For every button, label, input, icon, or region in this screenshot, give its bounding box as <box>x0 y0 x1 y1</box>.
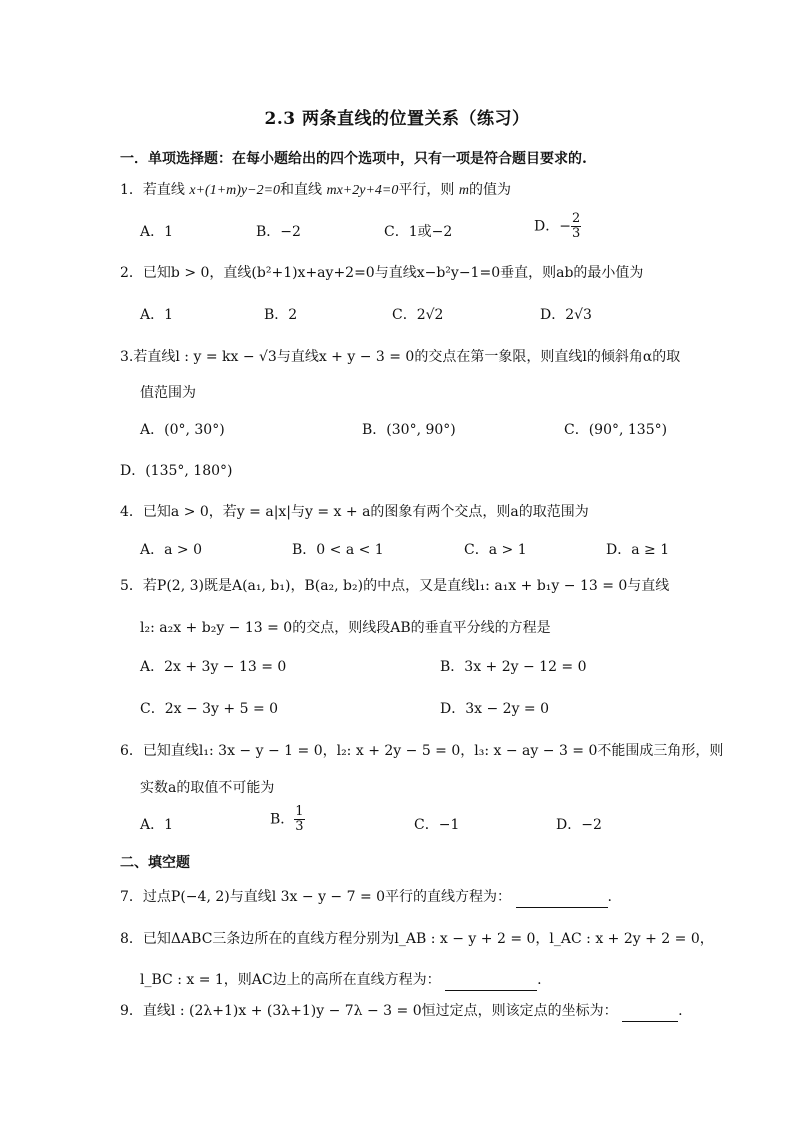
answer-blank[interactable] <box>622 1001 678 1022</box>
option-c[interactable]: C．a > 1 <box>464 542 527 558</box>
option-b[interactable]: B．3x + 2y − 12 = 0 <box>440 659 587 675</box>
section-choice-heading: 一．单项选择题：在每小题给出的四个选项中，只有一项是符合题目要求的. <box>120 151 587 167</box>
question-3-options <box>140 420 680 442</box>
option-d[interactable]: D．2√3 <box>540 307 592 323</box>
question-7: 7．过点P(−4, 2)与直线l 3x − y − 7 = 0平行的直线方程为： . <box>120 887 612 908</box>
option-b[interactable]: B．0 < a < 1 <box>292 542 384 558</box>
option-a[interactable]: A．1 <box>140 224 174 240</box>
option-b[interactable]: B．2 <box>264 307 298 323</box>
question-4: 4．已知a > 0，若y = a|x|与y = x + a的图象有两个交点，则a的取范围为 <box>120 504 589 520</box>
option-d[interactable]: D．−2 <box>556 817 602 833</box>
option-c[interactable]: C．2x − 3y + 5 = 0 <box>140 701 279 717</box>
question-5-cont: l₂: a₂x + b₂y − 13 = 0的交点，则线段AB的垂直平分线的方程是 <box>140 620 551 636</box>
page-title: 2.3 两条直线的位置关系（练习） <box>264 109 530 129</box>
question-3: 3.若直线l : y = kx − √3与直线x + y − 3 = 0的交点在第一象限，则直线l的倾斜角α的取 <box>120 349 681 365</box>
question-5-options-row2 <box>140 699 660 721</box>
option-a[interactable]: A．1 <box>140 307 174 323</box>
question-1: 1．若直线 x+(1+m)y−2=0和直线 mx+2y+4=0平行，则 m的值为 <box>120 182 511 198</box>
option-c[interactable]: C．(90°, 135°) <box>564 422 668 438</box>
question-5-options-row1 <box>140 657 660 679</box>
question-8-cont: l_BC : x = 1，则AC边上的高所在直线方程为： . <box>140 970 542 991</box>
option-c[interactable]: C．1或−2 <box>384 224 453 240</box>
answer-blank[interactable] <box>516 887 608 908</box>
question-9: 9．直线l : (2λ+1)x + (3λ+1)y − 7λ − 3 = 0恒过定点，则该定点的坐标为： . <box>120 1001 683 1022</box>
section-fill-heading: 二、填空题 <box>120 855 190 871</box>
option-d[interactable]: D．− $\frac{2}{3}$ <box>534 211 581 241</box>
question-3-cont: 值范围为 <box>140 385 196 401</box>
option-a[interactable]: A．(0°, 30°) <box>140 422 225 438</box>
option-d[interactable]: D．a ≥ 1 <box>606 542 670 558</box>
question-2-options <box>140 305 640 327</box>
question-6-cont: 实数a的取值不可能为 <box>140 780 275 796</box>
question-5: 5．若P(2, 3)既是A(a₁, b₁)，B(a₂, b₂)的中点，又是直线l₁: a₁x + b₁y − 13 = 0与直线 <box>120 578 670 594</box>
option-d[interactable]: D．3x − 2y = 0 <box>440 701 550 717</box>
question-4-options <box>140 540 680 562</box>
option-b[interactable]: B．(30°, 90°) <box>362 422 456 438</box>
option-c[interactable]: C．2√2 <box>392 307 444 323</box>
option-c[interactable]: C．−1 <box>414 817 460 833</box>
option-b[interactable]: B． $\frac{1}{3}$ <box>270 804 304 834</box>
option-b[interactable]: B．−2 <box>256 224 301 240</box>
question-8: 8．已知ΔABC三条边所在的直线方程分别为l_AB : x − y + 2 = 0，l_AC : x + 2y + 2 = 0， <box>120 931 714 947</box>
option-a[interactable]: A．a > 0 <box>140 542 202 558</box>
option-a[interactable]: A．1 <box>140 817 174 833</box>
question-6-options <box>140 804 660 855</box>
question-1-options <box>140 211 640 262</box>
option-a[interactable]: A．2x + 3y − 13 = 0 <box>140 659 287 675</box>
answer-blank[interactable] <box>445 970 537 991</box>
question-6: 6．已知直线l₁: 3x − y − 1 = 0，l₂: x + 2y − 5 = 0，l₃: x − ay − 3 = 0不能围成三角形，则 <box>120 743 724 759</box>
option-d[interactable]: D．(135°, 180°) <box>120 463 233 479</box>
question-2: 2．已知b > 0，直线(b²+1)x+ay+2=0与直线x−b²y−1=0垂直，则ab的最小值为 <box>120 265 644 281</box>
